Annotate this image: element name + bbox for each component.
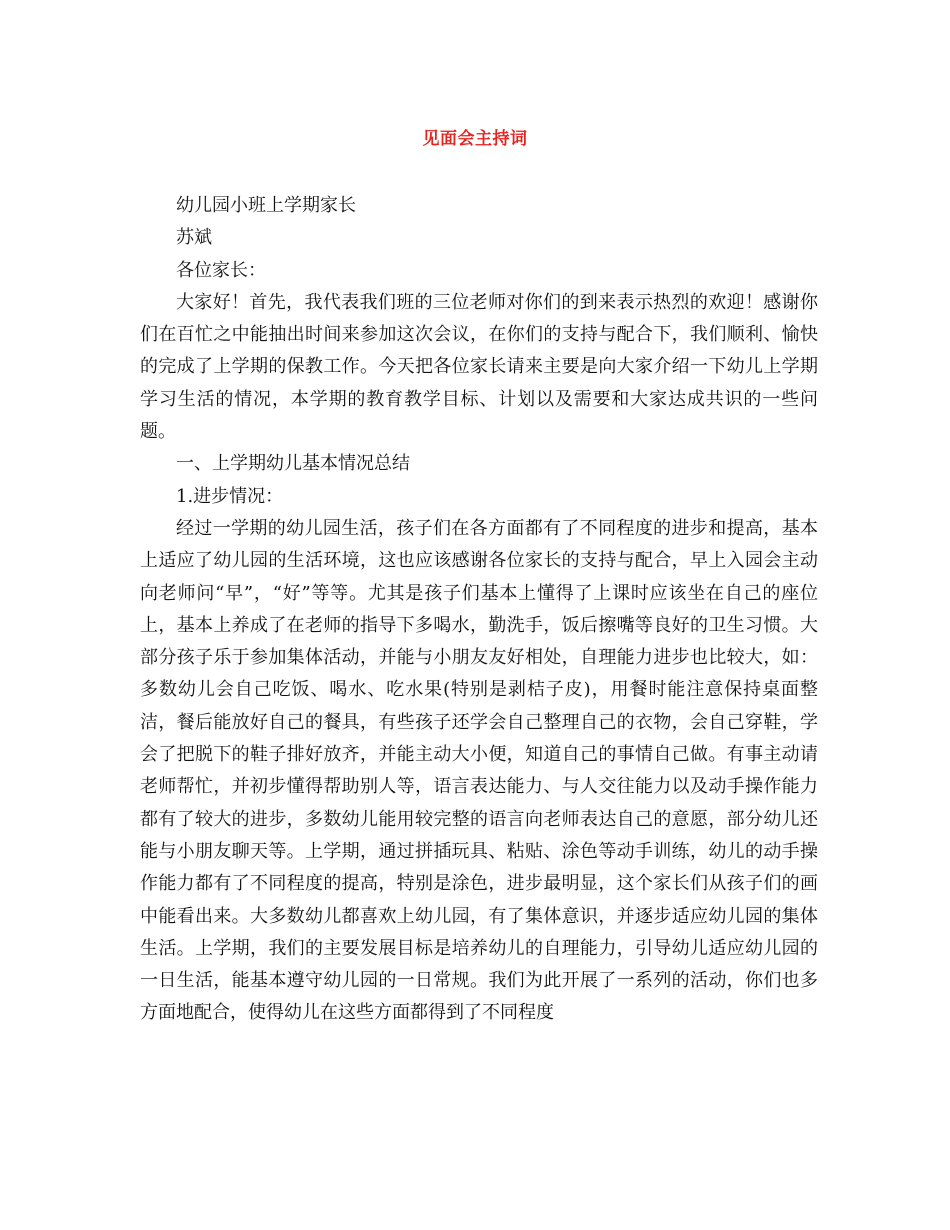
paragraph-author: 苏斌 <box>176 227 212 249</box>
document-title: 见面会主持词 <box>422 129 528 149</box>
paragraph-salutation: 各位家长： <box>176 259 266 281</box>
document-body <box>140 190 818 1030</box>
paragraph-subtitle: 幼儿园小班上学期家长 <box>176 195 356 216</box>
subsection-heading: 1.进步情况： <box>176 485 284 507</box>
section-heading: 一、上学期幼儿基本情况总结 <box>176 453 410 475</box>
paragraph-opening: 大家好！首先，我代表我们班的三位老师对你们的到来表示热烈的欢迎！感谢你们在百忙之中能抽出时间来参加这次会议，在你们的支持与配合下，我们顺利、愉快的完成了上学期的保教工作。今天把各位家长请来主要是向大家介绍一下幼儿上学期学习生活的情况，本学期的教育教学目标、计划以及需要和大家达成共识的一些问题。 <box>140 291 818 443</box>
paragraph-progress: 经过一学期的幼儿园生活，孩子们在各方面都有了不同程度的进步和提高，基本上适应了幼儿园的生活环境，这也应该感谢各位家长的支持与配合，早上入园会主动向老师问“早”，“好”等等。尤其是孩子们基本上懂得了上课时应该坐在自己的座位上，基本上养成了在老师的指导下多喝水，勤洗手，饭后擦嘴等良好的卫生习惯。大部分孩子乐于参加集体活动，并能与小朋友友好相处，自理能力进步也比较大，如：多数幼儿会自己吃饭、喝水、吃水果(特别是剥桔子皮)，用餐时能注意保持桌面整洁，餐后能放好自己的餐具，有些孩子还学会自己整理自己的衣物，会自己穿鞋，学会了把脱下的鞋子排好放齐，并能主动大小便，知道自己的事情自己做。有事主动请老师帮忙，并初步懂得帮助别人等，语言表达能力、与人交往能力以及动手操作能力都有了较大的进步，多数幼儿能用较完整的语言向老师表达自己的意愿，部分幼儿还能与小朋友聊天等。上学期，通过拼插玩具、粘贴、涂色等动手训练，幼儿的动手操作能力都有了不同程度的提高，特别是涂色，进步最明显，这个家长们从孩子们的画中能看出来。大多数幼儿都喜欢上幼儿园，有了集体意识，并逐步适应幼儿园的集体生活。上学期，我们的主要发展目标是培养幼儿的自理能力，引导幼儿适应幼儿园的一日生活，能基本遵守幼儿园的一日常规。我们为此开展了一系列的活动，你们也多方面地配合，使得幼儿在这些方面都得到了不同程度 <box>140 517 818 1024</box>
